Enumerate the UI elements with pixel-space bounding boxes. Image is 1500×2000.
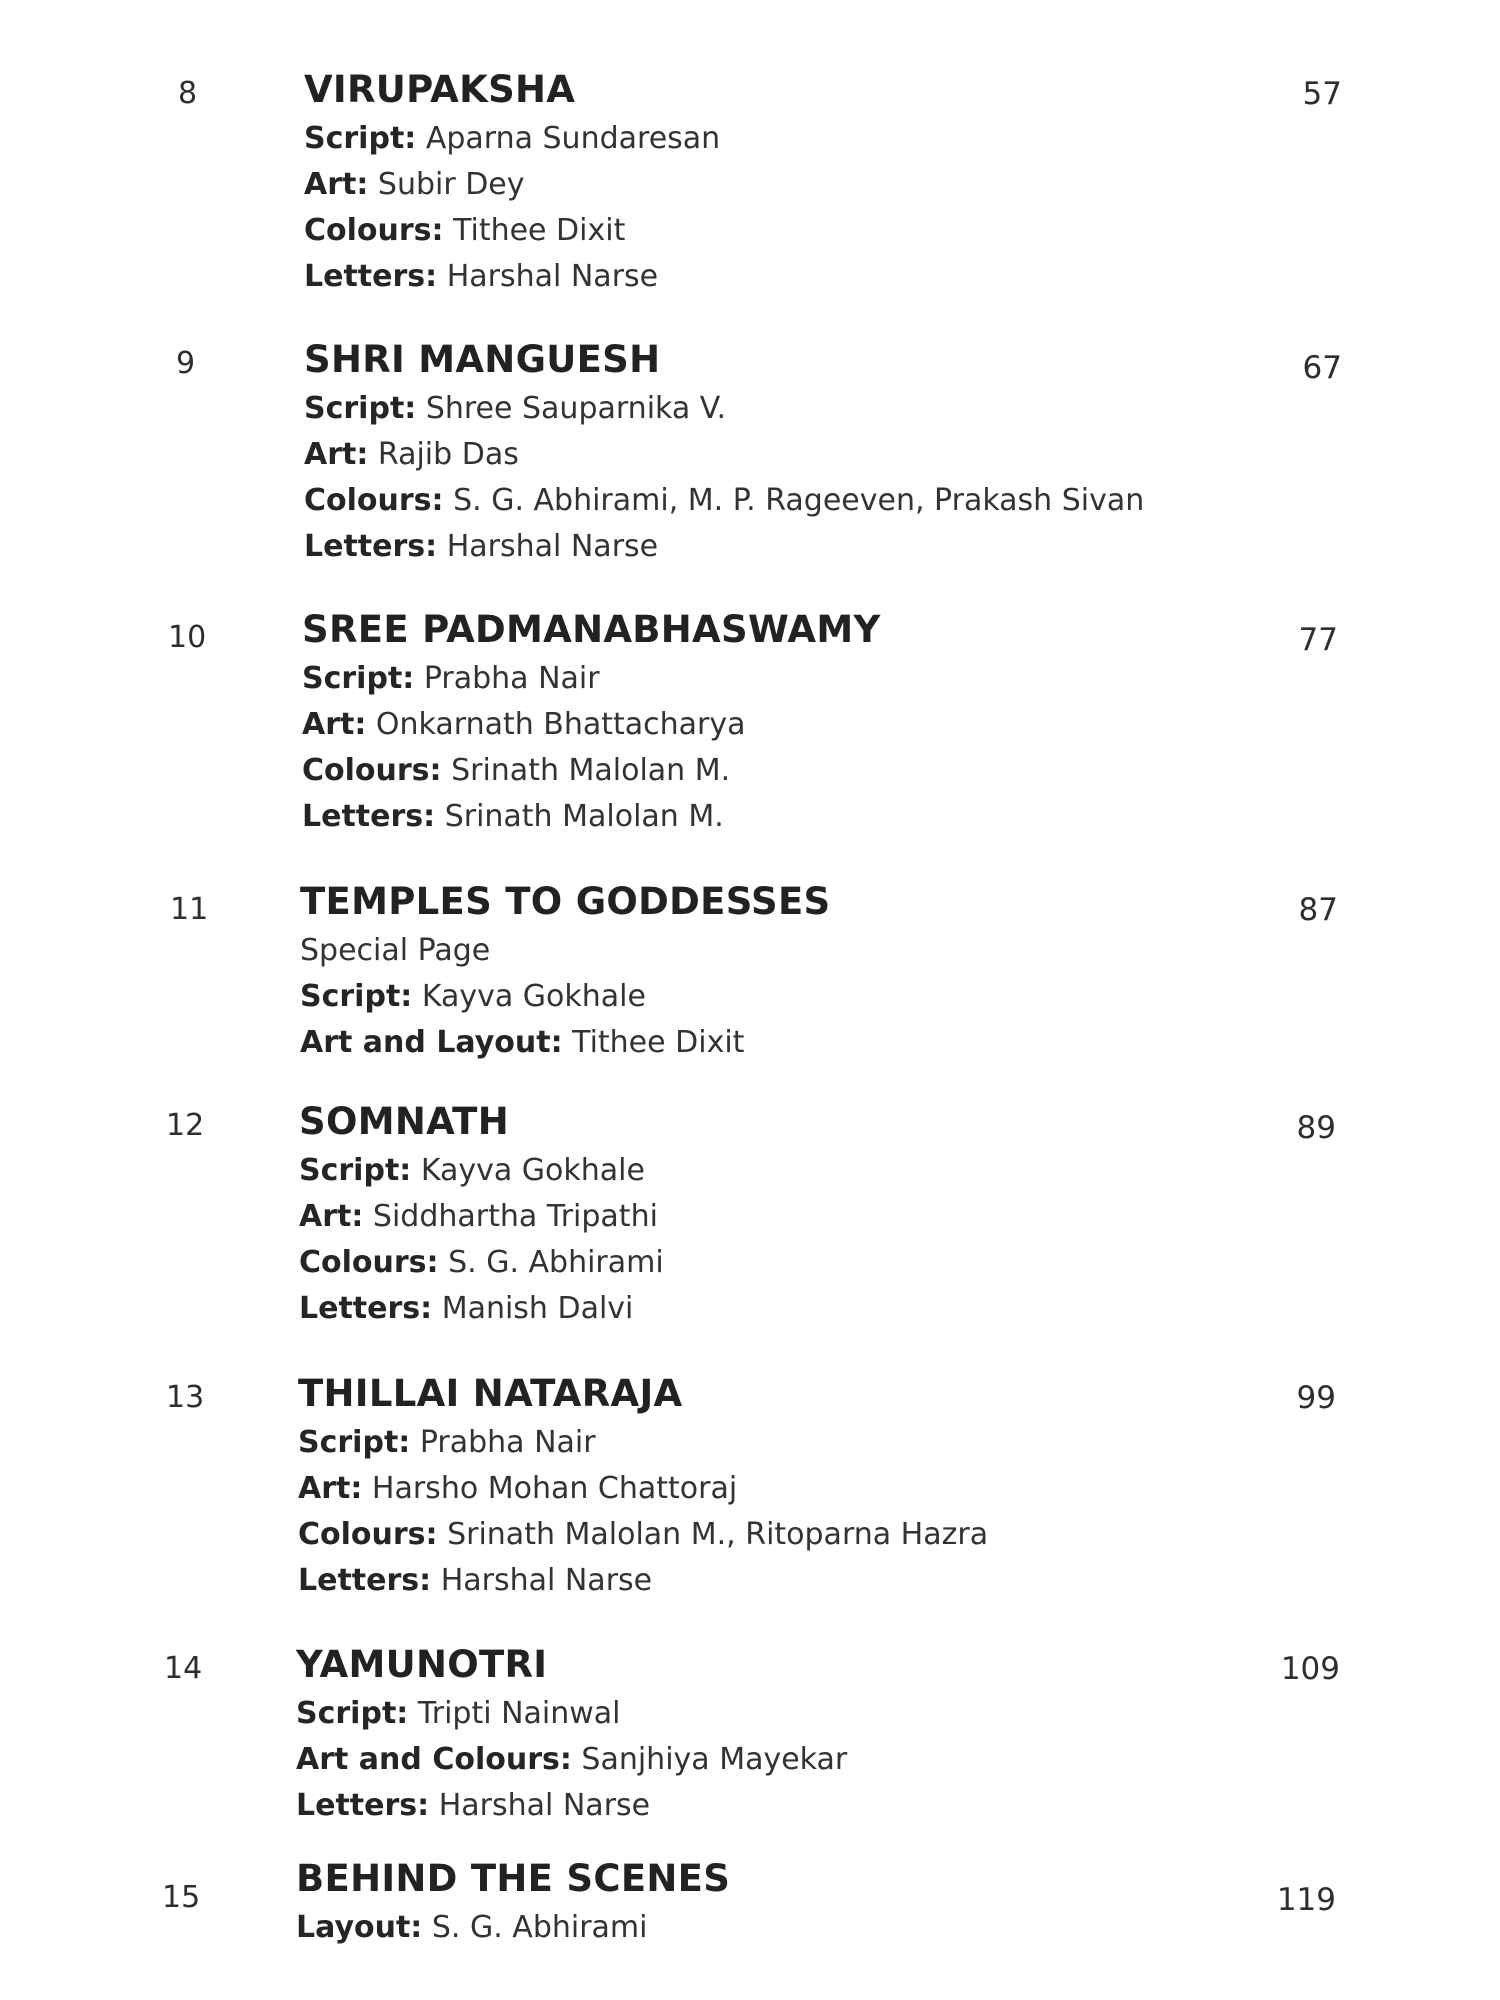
credit-value: Aparna Sundaresan [425, 121, 721, 156]
entry-title: VIRUPAKSHA [304, 68, 576, 111]
credit-line [299, 1240, 664, 1286]
entry-title: THILLAI NATARAJA [298, 1372, 683, 1415]
credit-lines [300, 928, 744, 1066]
credit-line [302, 748, 746, 794]
credit-line [300, 974, 744, 1020]
credit-label: Script: [302, 661, 415, 696]
credit-label: Colours: [298, 1517, 438, 1552]
credit-line [296, 1905, 647, 1951]
credit-value: Subir Dey [377, 167, 525, 202]
credit-label: Letters: [302, 799, 436, 834]
credit-value: Srinath Malolan M. [451, 753, 731, 788]
credit-line [298, 1466, 988, 1512]
credit-label: Art: [304, 167, 369, 202]
credit-label: Script: [304, 121, 417, 156]
credit-line [296, 1691, 847, 1737]
credit-label: Script: [300, 979, 413, 1014]
credit-line [304, 478, 1144, 524]
credit-value: Srinath Malolan M., Ritoparna Hazra [447, 1517, 989, 1552]
credit-value: Rajib Das [377, 437, 519, 472]
credit-label: Letters: [304, 259, 438, 294]
credit-value: Harshal Narse [446, 529, 659, 564]
credit-value: Kayva Gokhale [421, 979, 646, 1014]
credit-value: Prabha Nair [419, 1425, 596, 1460]
credit-label: Art: [299, 1199, 364, 1234]
credit-value: Onkarnath Bhattacharya [375, 707, 746, 742]
credit-line [302, 794, 746, 840]
credit-value: Harshal Narse [440, 1563, 653, 1598]
credit-value: Harshal Narse [438, 1788, 651, 1823]
entry-number: 14 [164, 1651, 203, 1686]
entry-page-number: 109 [1280, 1651, 1340, 1687]
credit-label: Letters: [299, 1291, 433, 1326]
credit-value: Tripti Nainwal [417, 1696, 621, 1731]
credit-line [304, 254, 720, 300]
credit-value: Manish Dalvi [441, 1291, 634, 1326]
credit-label: Layout: [296, 1910, 423, 1945]
credit-value: Srinath Malolan M. [444, 799, 724, 834]
entry-page-number: 119 [1276, 1882, 1336, 1918]
entry-title: TEMPLES TO GODDESSES [300, 880, 831, 923]
credit-label: Colours: [299, 1245, 439, 1280]
credit-label: Script: [299, 1153, 412, 1188]
credit-line [300, 1020, 744, 1066]
credit-lines [304, 116, 720, 300]
entry-page-number: 67 [1302, 350, 1342, 386]
credit-value: Kayva Gokhale [420, 1153, 645, 1188]
entry-number: 9 [176, 346, 196, 381]
entry-title: SOMNATH [299, 1100, 509, 1143]
credit-line [299, 1286, 664, 1332]
credit-lines [302, 656, 746, 840]
credit-lines [296, 1905, 647, 1951]
credit-line [299, 1194, 664, 1240]
entry-page-number: 87 [1298, 892, 1338, 928]
credit-line [298, 1558, 988, 1604]
credit-value: S. G. Abhirami [448, 1245, 664, 1280]
credit-lines [299, 1148, 664, 1332]
credit-line [304, 524, 1144, 570]
credit-label: Letters: [298, 1563, 432, 1598]
entry-number: 12 [166, 1108, 205, 1143]
credit-label: Letters: [296, 1788, 430, 1823]
entry-number: 13 [166, 1380, 205, 1415]
entry-page-number: 57 [1302, 76, 1342, 112]
entry-number: 11 [170, 892, 209, 927]
credit-line [302, 702, 746, 748]
credit-line [304, 208, 720, 254]
credit-label: Colours: [302, 753, 442, 788]
entry-title: SHRI MANGUESH [304, 338, 661, 381]
credit-label: Art and Layout: [300, 1025, 563, 1060]
credit-value: Sanjhiya Mayekar [581, 1742, 848, 1777]
credit-label: Colours: [304, 483, 444, 518]
credit-label: Colours: [304, 213, 444, 248]
credit-line [296, 1783, 847, 1829]
entry-page-number: 77 [1298, 622, 1338, 658]
credit-line [304, 162, 720, 208]
credit-value: Tithee Dixit [453, 213, 626, 248]
credit-line [304, 386, 1144, 432]
credit-value: Siddhartha Tripathi [372, 1199, 658, 1234]
entry-number: 8 [178, 76, 198, 111]
credit-line [304, 432, 1144, 478]
credit-lines [304, 386, 1144, 570]
credit-lines [298, 1420, 988, 1604]
credit-line [298, 1420, 988, 1466]
credit-label: Art: [298, 1471, 363, 1506]
entry-title: SREE PADMANABHASWAMY [302, 608, 881, 651]
credit-label: Art and Colours: [296, 1742, 572, 1777]
credit-value: Tithee Dixit [572, 1025, 745, 1060]
credit-value: S. G. Abhirami, M. P. Rageeven, Prakash Sivan [453, 483, 1145, 518]
credit-value: Shree Sauparnika V. [425, 391, 726, 426]
credit-line [302, 656, 746, 702]
entry-title: YAMUNOTRI [296, 1643, 548, 1686]
credit-label: Art: [302, 707, 367, 742]
credit-value: Harsho Mohan Chattoraj [371, 1471, 738, 1506]
credit-value: Prabha Nair [423, 661, 600, 696]
entry-number: 10 [168, 620, 207, 655]
entry-page-number: 89 [1296, 1110, 1336, 1146]
credit-label: Script: [298, 1425, 411, 1460]
credit-value: S. G. Abhirami [431, 1910, 648, 1945]
credit-value: Harshal Narse [446, 259, 659, 294]
credit-line [298, 1512, 988, 1558]
entry-title: BEHIND THE SCENES [296, 1857, 731, 1900]
credit-line [304, 116, 720, 162]
credit-line [296, 1737, 847, 1783]
credit-label: Script: [304, 391, 417, 426]
credit-label: Letters: [304, 529, 438, 564]
credit-label: Art: [304, 437, 369, 472]
credit-line [299, 1148, 664, 1194]
entry-number: 15 [162, 1880, 201, 1915]
credit-value: Special Page [300, 933, 491, 968]
entry-page-number: 99 [1296, 1380, 1336, 1416]
credit-label: Script: [296, 1696, 409, 1731]
credit-line [300, 928, 744, 974]
credit-lines [296, 1691, 847, 1829]
